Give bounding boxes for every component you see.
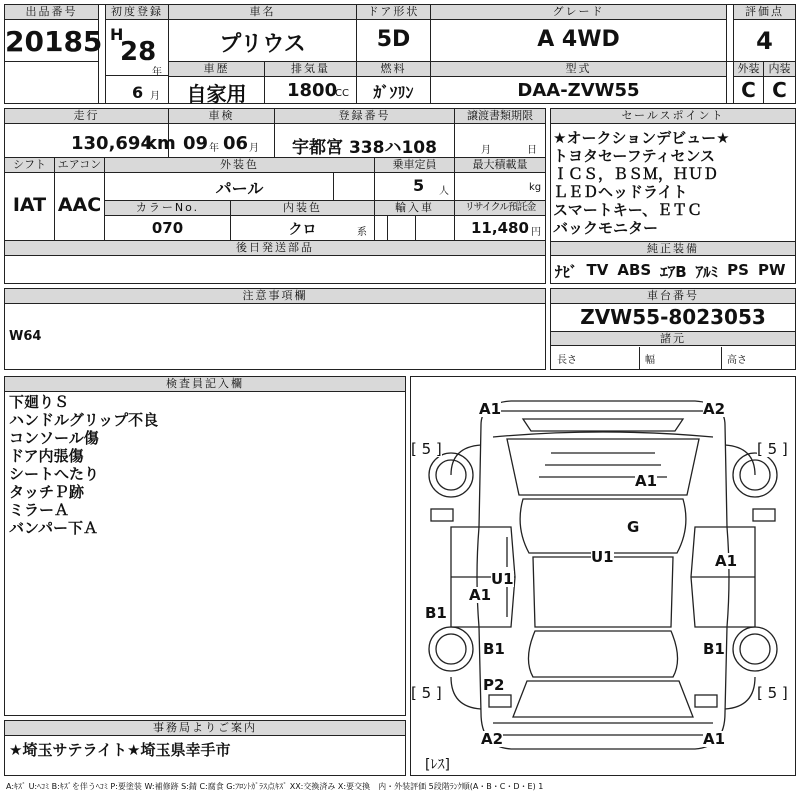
interior-rank: C (772, 78, 787, 102)
sales-point: ＩＣＳ，ＢＳＭ，ＨＵＤ (553, 165, 719, 183)
reg-month-unit: 月 (150, 91, 160, 102)
dims-height: 高さ (727, 355, 747, 366)
equipment-header: 純正装備 (551, 242, 795, 256)
interior-cell (764, 62, 795, 103)
shift-header: シフト (5, 158, 54, 173)
tire-front-left-tread: [ 5 ] (411, 440, 442, 458)
equipment-item: PW (757, 261, 786, 279)
notes-box (4, 288, 546, 370)
inspection-year-unit: 年 (209, 143, 219, 154)
mark-right-rear-b: B1 (703, 640, 725, 658)
equipment-item: ｱﾙﾐ (695, 263, 719, 281)
capacity-unit: 人 (439, 186, 449, 197)
displacement-unit: CC (335, 88, 349, 99)
history-cell (169, 62, 265, 106)
color-no-cell (105, 201, 231, 240)
recycle-cell (455, 201, 545, 240)
mark-left-mid-a: A1 (469, 586, 492, 604)
later-parts-header: 後日発送部品 (5, 241, 545, 256)
history: 自家用 (186, 82, 247, 106)
chassis-number: ZVW55-8023053 (580, 305, 766, 329)
inspector-line: ドア内張傷 (9, 447, 84, 465)
int-color-cell (231, 201, 375, 240)
score-cell (733, 5, 795, 61)
fuel-cell (357, 62, 431, 103)
mark-hood: A1 (635, 472, 658, 490)
tire-rear-right-tread: [ 5 ] (757, 684, 788, 702)
inspection-year: 09 (183, 133, 209, 154)
grade: A 4WD (537, 27, 620, 52)
door-type: 5D (376, 27, 411, 52)
transfer-day: 日 (527, 145, 537, 156)
fuel-header: 燃料 (357, 62, 430, 77)
score: 4 (756, 27, 773, 55)
mark-front-left: A1 (479, 400, 502, 418)
mark-rear-p: P2 (483, 676, 505, 694)
equipment-item: ABS (617, 261, 652, 279)
inspector-line: ハンドルグリップ不良 (9, 411, 159, 429)
exterior-cell (733, 62, 764, 103)
chassis-box (550, 288, 796, 370)
exterior-header: 外装 (734, 62, 763, 77)
inspector-list (9, 393, 158, 537)
sales-point: ＬＥＤヘッドライト (553, 183, 688, 201)
inspector-line: バンパー下Ａ (9, 519, 98, 537)
import-header: 輸入車 (375, 201, 454, 216)
office-box (4, 720, 406, 776)
lot-cell (5, 5, 103, 103)
mark-left-mid-u: U1 (491, 570, 514, 588)
history-header: 車歴 (169, 62, 264, 77)
lot-number: 20185 (5, 25, 103, 58)
tire-front-right-tread: [ 5 ] (757, 440, 788, 458)
dims-length: 長さ (557, 355, 577, 366)
first-registration-cell (105, 5, 169, 103)
equipment-item: TV (586, 261, 609, 279)
mark-left-b: B1 (425, 604, 447, 622)
displacement: 1800 (287, 80, 338, 101)
sales-point: スマートキー、ＥＴＣ (553, 201, 703, 219)
int-color-header: 内装色 (231, 201, 374, 216)
inspector-line: 下廻りＳ (9, 393, 70, 411)
office-text: ★埼玉サテライト★埼玉県幸手市 (9, 741, 231, 759)
model-header: 型式 (431, 62, 726, 77)
color-no-header: カラーNo. (105, 201, 230, 216)
mark-windshield: G (627, 518, 640, 536)
mark-rear-left: A2 (481, 730, 504, 748)
inspector-line: ミラーＡ (9, 501, 70, 519)
car-outline (411, 377, 795, 775)
shift-cell (5, 158, 55, 240)
reg-year: 28 (120, 37, 157, 67)
transfer-deadline-header: 譲渡書類期限 (455, 109, 545, 124)
color-no: 070 (151, 219, 184, 237)
model: DAA-ZVW55 (517, 80, 640, 101)
score-header: 評価点 (734, 5, 795, 20)
ext-color: パール (215, 179, 264, 198)
spare-tire: [ﾚｽ] (425, 757, 450, 773)
vehicle-details-table (4, 108, 546, 284)
int-color: クロ (288, 222, 317, 238)
chassis-header: 車台番号 (551, 289, 795, 304)
registration-number-header: 登録番号 (275, 109, 454, 124)
model-cell (431, 62, 727, 103)
mark-roof: U1 (591, 548, 614, 566)
door-cell (357, 5, 431, 61)
dims-width: 幅 (645, 355, 655, 366)
mark-front-right: A2 (703, 400, 726, 418)
int-color-unit: 系 (357, 227, 367, 238)
mileage-unit: km (145, 133, 176, 154)
recycle: 11,480 (471, 219, 529, 237)
lot-header: 出品番号 (5, 5, 98, 20)
inspector-line: タッチＰ跡 (9, 483, 85, 501)
recycle-header: リサイクル預託金 (455, 201, 545, 216)
ext-color-cell (105, 158, 375, 200)
mark-left-rear-b: B1 (483, 640, 505, 658)
first-reg-header: 初度登録 (106, 5, 168, 20)
capacity-header: 乗車定員 (375, 158, 454, 173)
mileage-cell (5, 109, 176, 157)
equipment-list (555, 261, 795, 282)
door-header: ドア形状 (357, 5, 430, 20)
ac-cell (55, 158, 105, 240)
damage-diagram (410, 376, 796, 776)
car-name-cell (169, 5, 357, 61)
exterior-rank: C (741, 78, 756, 102)
equipment-item: ﾅﾋﾞ (555, 263, 578, 281)
inspection-month-unit: 月 (249, 143, 259, 154)
load-unit: kg (529, 182, 542, 193)
import-cell (375, 201, 455, 240)
mark-right-front-door: A1 (715, 552, 738, 570)
inspector-box (4, 376, 406, 716)
reg-year-unit: 年 (152, 67, 162, 78)
registration-number: 宇都宮 338ハ108 (292, 138, 437, 158)
capacity: 5 (413, 176, 425, 195)
load-cell (455, 158, 545, 200)
transfer-deadline-cell (455, 109, 545, 157)
inspector-line: シートへたり (9, 465, 100, 483)
grade-cell (431, 5, 727, 61)
notes-header: 注意事項欄 (5, 289, 545, 304)
mark-rear-right: A1 (703, 730, 726, 748)
grade-header: グレード (431, 5, 726, 20)
equipment-item: ｴｱB (660, 263, 687, 281)
sales-point: ★オークションデビュー★ (553, 129, 730, 147)
inspection-header: 車検 (169, 109, 274, 124)
interior-header: 内装 (764, 62, 795, 77)
inspector-header: 検査員記入欄 (5, 377, 405, 392)
reg-month: 6 (132, 83, 144, 102)
office-header: 事務局よりご案内 (5, 721, 405, 736)
sales-point: トヨタセーフティセンス (553, 147, 716, 165)
transfer-month: 月 (481, 145, 491, 156)
capacity-cell (375, 158, 455, 200)
ext-color-header: 外装色 (105, 158, 374, 173)
later-parts-cell (5, 241, 545, 283)
ac-header: エアコン (55, 158, 104, 173)
car-name: プリウス (219, 32, 306, 57)
legend-text: A:ｷｽﾞ U:ﾍｺﾐ B:ｷｽﾞを伴うﾍｺﾐ P:要塗装 W:補修跡 S:錆 C:腐食 G:ﾌﾛﾝﾄｶﾞﾗｽ点ｷｽﾞ XX:交換済み X:要交換 内・外装評価 5段階ﾗﾝｸ順(A・B・C・D・E) 1 (6, 782, 544, 791)
recycle-unit: 円 (531, 227, 541, 238)
sales-point: バックモニター (553, 219, 659, 237)
equipment-item: PS (727, 261, 749, 279)
shift: IAT (12, 194, 47, 216)
car-name-header: 車名 (169, 5, 356, 20)
sales-points-header: セールスポイント (551, 109, 795, 124)
notes-text: W64 (9, 329, 42, 344)
tire-rear-left-tread: [ 5 ] (411, 684, 442, 702)
displacement-header: 排気量 (265, 62, 356, 77)
inspection-month: 06 (223, 133, 249, 154)
inspection-cell (169, 109, 275, 157)
sales-points-list (553, 129, 730, 237)
era: H (110, 25, 124, 44)
load-header: 最大積載量 (455, 158, 545, 173)
dims-header: 諸元 (551, 332, 795, 346)
fuel: ｶﾞｿﾘﾝ (373, 83, 414, 102)
sales-points-box (550, 108, 796, 284)
top-info-table (4, 4, 796, 104)
inspector-line: コンソール傷 (9, 429, 99, 447)
displacement-cell (265, 62, 357, 103)
ac: AAC (57, 194, 102, 216)
mileage-header: 走行 (5, 109, 168, 124)
mileage: 130,694 (71, 133, 153, 154)
registration-number-cell (275, 109, 455, 157)
